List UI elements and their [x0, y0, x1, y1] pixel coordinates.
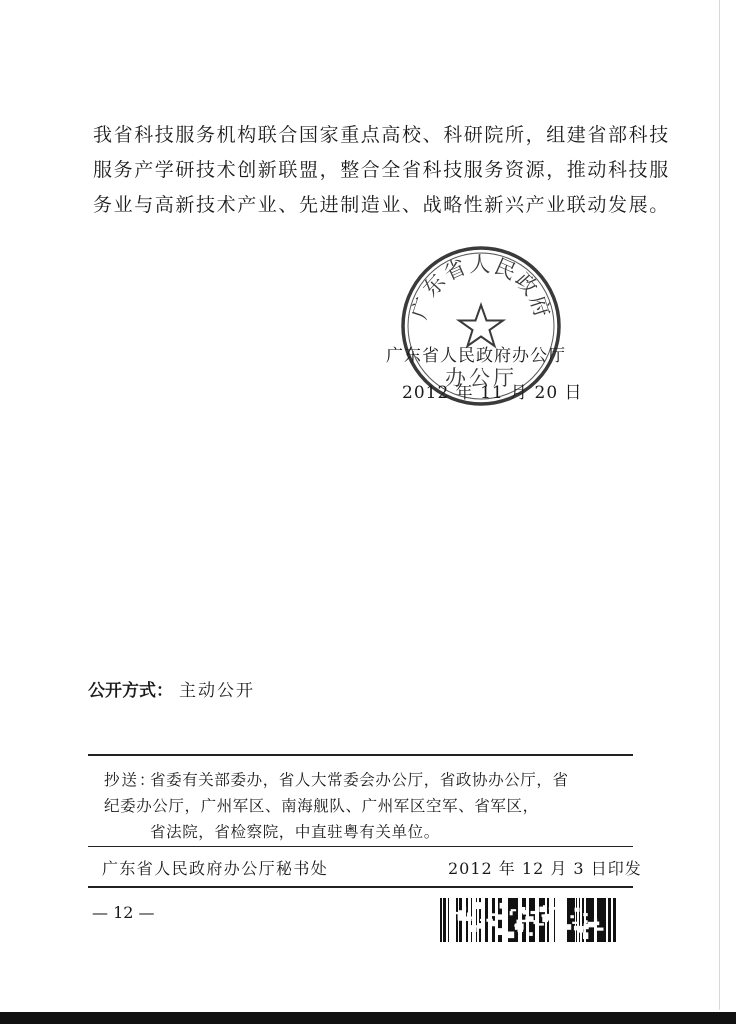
seal-top-text: 广东省人民政府: [407, 252, 555, 322]
divider: [88, 754, 633, 756]
cc-line: 省委有关部委办，省人大常委会办公厅，省政协办公厅，省: [150, 771, 569, 789]
cc-label: 抄送：: [104, 771, 157, 789]
cc-line: 纪委办公厅，广州军区、南海舰队、广州军区空军、省军区，: [104, 797, 539, 815]
divider: [88, 886, 633, 888]
cc-line: 省法院，省检察院，中直驻粤有关单位。: [150, 823, 440, 841]
divider: [88, 846, 633, 847]
disclosure-value: 主动公开: [179, 681, 255, 701]
scan-edge: [719, 0, 720, 1010]
seal-bottom-text: 办公厅: [445, 366, 517, 390]
barcode-icon: [440, 898, 616, 942]
star-icon: [459, 305, 503, 346]
disclosure-method: [88, 676, 255, 701]
disclosure-label: 公开方式：: [88, 681, 173, 701]
issue-date: 2012 年 11 月 20 日: [402, 383, 583, 403]
print-date: 2012 年 12 月 3 日印发: [448, 859, 642, 878]
body-line: 务业与高新技术产业、先进制造业、战略性新兴产业联动发展。: [93, 194, 670, 216]
body-paragraph: [93, 118, 670, 223]
issuer-name: 广东省人民政府办公厅: [386, 346, 566, 366]
scan-edge: [0, 1012, 736, 1024]
printing-office: 广东省人民政府办公厅秘书处: [102, 859, 329, 878]
body-line: 服务产学研技术创新联盟，整合全省科技服务资源，推动科技服: [93, 159, 670, 181]
page-number: — 12 —: [92, 903, 155, 922]
body-line: 我省科技服务机构联合国家重点高校、科研院所，组建省部科技: [93, 124, 670, 146]
